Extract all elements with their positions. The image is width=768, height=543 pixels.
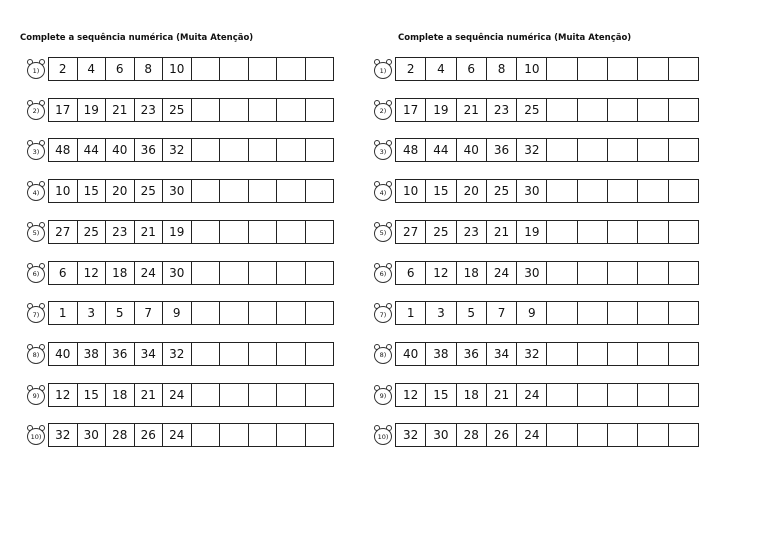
answer-blank-cell[interactable] bbox=[306, 221, 334, 243]
answer-blank-cell[interactable] bbox=[547, 384, 577, 406]
answer-blank-cell[interactable] bbox=[638, 384, 668, 406]
sequence-boxes bbox=[48, 98, 334, 122]
alarm-clock-icon bbox=[373, 140, 393, 160]
sequence-row bbox=[373, 341, 699, 367]
sequence-row bbox=[26, 382, 334, 408]
sequence-number-label: 5) bbox=[374, 225, 392, 242]
given-number-cell: 7 bbox=[487, 302, 517, 324]
answer-blank-cell[interactable] bbox=[306, 424, 334, 446]
given-number-cell: 30 bbox=[163, 262, 192, 284]
answer-blank-cell[interactable] bbox=[638, 180, 668, 202]
answer-blank-cell[interactable] bbox=[306, 180, 334, 202]
answer-blank-cell[interactable] bbox=[192, 180, 221, 202]
answer-blank-cell[interactable] bbox=[277, 221, 306, 243]
sequence-boxes bbox=[395, 423, 699, 447]
sequence-number-label: 4) bbox=[374, 184, 392, 201]
sequence-row bbox=[373, 178, 699, 204]
alarm-clock-icon bbox=[373, 263, 393, 283]
given-number-cell: 19 bbox=[517, 221, 547, 243]
given-number-cell: 24 bbox=[487, 262, 517, 284]
answer-blank-cell[interactable] bbox=[277, 343, 306, 365]
given-number-cell: 12 bbox=[49, 384, 78, 406]
answer-blank-cell[interactable] bbox=[578, 302, 608, 324]
alarm-clock-icon bbox=[26, 385, 46, 405]
given-number-cell: 15 bbox=[78, 384, 107, 406]
given-number-cell: 19 bbox=[426, 99, 456, 121]
given-number-cell: 25 bbox=[487, 180, 517, 202]
given-number-cell: 1 bbox=[396, 302, 426, 324]
given-number-cell: 15 bbox=[426, 384, 456, 406]
answer-blank-cell[interactable] bbox=[306, 99, 334, 121]
given-number-cell: 24 bbox=[135, 262, 164, 284]
alarm-clock-icon bbox=[373, 59, 393, 79]
answer-blank-cell[interactable] bbox=[249, 58, 278, 80]
given-number-cell: 25 bbox=[426, 221, 456, 243]
given-number-cell: 21 bbox=[135, 384, 164, 406]
answer-blank-cell[interactable] bbox=[608, 262, 638, 284]
answer-blank-cell[interactable] bbox=[638, 221, 668, 243]
answer-blank-cell[interactable] bbox=[638, 262, 668, 284]
answer-blank-cell[interactable] bbox=[608, 221, 638, 243]
given-number-cell: 32 bbox=[396, 424, 426, 446]
sequence-row bbox=[26, 97, 334, 123]
given-number-cell: 34 bbox=[135, 343, 164, 365]
given-number-cell: 28 bbox=[106, 424, 135, 446]
given-number-cell: 25 bbox=[517, 99, 547, 121]
given-number-cell: 19 bbox=[78, 99, 107, 121]
sequence-number-label: 8) bbox=[374, 347, 392, 364]
sequence-number-label: 8) bbox=[27, 347, 45, 364]
answer-blank-cell[interactable] bbox=[192, 343, 221, 365]
answer-blank-cell[interactable] bbox=[578, 139, 608, 161]
given-number-cell: 44 bbox=[426, 139, 456, 161]
answer-blank-cell[interactable] bbox=[277, 384, 306, 406]
answer-blank-cell[interactable] bbox=[608, 424, 638, 446]
answer-blank-cell[interactable] bbox=[277, 302, 306, 324]
sequence-boxes bbox=[395, 261, 699, 285]
given-number-cell: 26 bbox=[487, 424, 517, 446]
sequence-boxes bbox=[48, 138, 334, 162]
answer-blank-cell[interactable] bbox=[192, 99, 221, 121]
answer-blank-cell[interactable] bbox=[277, 58, 306, 80]
given-number-cell: 23 bbox=[487, 99, 517, 121]
sequence-boxes bbox=[395, 383, 699, 407]
given-number-cell: 32 bbox=[49, 424, 78, 446]
given-number-cell: 7 bbox=[135, 302, 164, 324]
answer-blank-cell[interactable] bbox=[578, 262, 608, 284]
given-number-cell: 20 bbox=[457, 180, 487, 202]
answer-blank-cell[interactable] bbox=[547, 58, 577, 80]
answer-blank-cell[interactable] bbox=[669, 99, 698, 121]
answer-blank-cell[interactable] bbox=[669, 424, 698, 446]
answer-blank-cell[interactable] bbox=[277, 180, 306, 202]
given-number-cell: 40 bbox=[49, 343, 78, 365]
given-number-cell: 34 bbox=[487, 343, 517, 365]
sequence-row bbox=[373, 137, 699, 163]
given-number-cell: 10 bbox=[396, 180, 426, 202]
sequence-boxes bbox=[48, 301, 334, 325]
given-number-cell: 21 bbox=[487, 384, 517, 406]
alarm-clock-icon bbox=[26, 59, 46, 79]
given-number-cell: 15 bbox=[78, 180, 107, 202]
answer-blank-cell[interactable] bbox=[220, 99, 249, 121]
given-number-cell: 21 bbox=[106, 99, 135, 121]
sequence-row bbox=[373, 260, 699, 286]
alarm-clock-icon bbox=[373, 425, 393, 445]
sequence-boxes bbox=[395, 57, 699, 81]
given-number-cell: 32 bbox=[163, 343, 192, 365]
answer-blank-cell[interactable] bbox=[220, 424, 249, 446]
alarm-clock-icon bbox=[373, 385, 393, 405]
given-number-cell: 30 bbox=[163, 180, 192, 202]
answer-blank-cell[interactable] bbox=[547, 262, 577, 284]
answer-blank-cell[interactable] bbox=[220, 384, 249, 406]
sequence-boxes bbox=[395, 342, 699, 366]
given-number-cell: 27 bbox=[49, 221, 78, 243]
given-number-cell: 12 bbox=[78, 262, 107, 284]
sequence-number-label: 3) bbox=[27, 143, 45, 160]
answer-blank-cell[interactable] bbox=[638, 302, 668, 324]
answer-blank-cell[interactable] bbox=[277, 262, 306, 284]
given-number-cell: 24 bbox=[163, 384, 192, 406]
sequence-row bbox=[26, 56, 334, 82]
answer-blank-cell[interactable] bbox=[306, 343, 334, 365]
answer-blank-cell[interactable] bbox=[638, 99, 668, 121]
answer-blank-cell[interactable] bbox=[547, 302, 577, 324]
given-number-cell: 18 bbox=[106, 384, 135, 406]
given-number-cell: 15 bbox=[426, 180, 456, 202]
answer-blank-cell[interactable] bbox=[669, 58, 698, 80]
answer-blank-cell[interactable] bbox=[192, 221, 221, 243]
given-number-cell: 17 bbox=[396, 99, 426, 121]
sequence-row bbox=[373, 219, 699, 245]
sequence-row bbox=[373, 56, 699, 82]
alarm-clock-icon bbox=[373, 344, 393, 364]
given-number-cell: 36 bbox=[487, 139, 517, 161]
alarm-clock-icon bbox=[26, 181, 46, 201]
answer-blank-cell[interactable] bbox=[669, 180, 698, 202]
answer-blank-cell[interactable] bbox=[669, 384, 698, 406]
sequence-boxes bbox=[48, 423, 334, 447]
sequence-boxes bbox=[48, 220, 334, 244]
sequence-row bbox=[26, 422, 334, 448]
answer-blank-cell[interactable] bbox=[578, 384, 608, 406]
answer-blank-cell[interactable] bbox=[220, 180, 249, 202]
given-number-cell: 6 bbox=[396, 262, 426, 284]
given-number-cell: 32 bbox=[517, 139, 547, 161]
answer-blank-cell[interactable] bbox=[608, 384, 638, 406]
answer-blank-cell[interactable] bbox=[638, 343, 668, 365]
alarm-clock-icon bbox=[26, 344, 46, 364]
alarm-clock-icon bbox=[26, 425, 46, 445]
answer-blank-cell[interactable] bbox=[608, 302, 638, 324]
given-number-cell: 26 bbox=[135, 424, 164, 446]
sequence-boxes bbox=[48, 261, 334, 285]
answer-blank-cell[interactable] bbox=[192, 262, 221, 284]
answer-blank-cell[interactable] bbox=[249, 180, 278, 202]
given-number-cell: 5 bbox=[457, 302, 487, 324]
given-number-cell: 25 bbox=[78, 221, 107, 243]
sequence-number-label: 10) bbox=[374, 428, 392, 445]
sequence-row bbox=[26, 137, 334, 163]
answer-blank-cell[interactable] bbox=[306, 58, 334, 80]
sequence-number-label: 2) bbox=[374, 103, 392, 120]
given-number-cell: 23 bbox=[135, 99, 164, 121]
sequence-boxes bbox=[395, 220, 699, 244]
sequence-row bbox=[26, 300, 334, 326]
given-number-cell: 40 bbox=[457, 139, 487, 161]
given-number-cell: 21 bbox=[135, 221, 164, 243]
given-number-cell: 24 bbox=[517, 424, 547, 446]
answer-blank-cell[interactable] bbox=[306, 302, 334, 324]
answer-blank-cell[interactable] bbox=[220, 58, 249, 80]
answer-blank-cell[interactable] bbox=[249, 343, 278, 365]
sequence-row bbox=[26, 260, 334, 286]
answer-blank-cell[interactable] bbox=[249, 139, 278, 161]
answer-blank-cell[interactable] bbox=[547, 221, 577, 243]
given-number-cell: 36 bbox=[135, 139, 164, 161]
given-number-cell: 36 bbox=[106, 343, 135, 365]
answer-blank-cell[interactable] bbox=[220, 221, 249, 243]
given-number-cell: 27 bbox=[396, 221, 426, 243]
given-number-cell: 6 bbox=[49, 262, 78, 284]
answer-blank-cell[interactable] bbox=[249, 99, 278, 121]
sequence-boxes bbox=[395, 138, 699, 162]
given-number-cell: 9 bbox=[163, 302, 192, 324]
sequence-number-label: 7) bbox=[374, 306, 392, 323]
answer-blank-cell[interactable] bbox=[192, 58, 221, 80]
answer-blank-cell[interactable] bbox=[249, 262, 278, 284]
sequence-boxes bbox=[48, 179, 334, 203]
alarm-clock-icon bbox=[26, 140, 46, 160]
given-number-cell: 10 bbox=[517, 58, 547, 80]
worksheet-title: Complete a sequência numérica (Muita Atenção) bbox=[398, 33, 632, 43]
answer-blank-cell[interactable] bbox=[608, 58, 638, 80]
answer-blank-cell[interactable] bbox=[277, 139, 306, 161]
sequence-row bbox=[26, 219, 334, 245]
given-number-cell: 12 bbox=[426, 262, 456, 284]
sequence-boxes bbox=[395, 98, 699, 122]
answer-blank-cell[interactable] bbox=[249, 221, 278, 243]
answer-blank-cell[interactable] bbox=[669, 262, 698, 284]
sequence-number-label: 5) bbox=[27, 225, 45, 242]
sequence-row bbox=[26, 341, 334, 367]
answer-blank-cell[interactable] bbox=[306, 139, 334, 161]
given-number-cell: 40 bbox=[396, 343, 426, 365]
given-number-cell: 3 bbox=[78, 302, 107, 324]
sequence-row bbox=[373, 382, 699, 408]
given-number-cell: 21 bbox=[487, 221, 517, 243]
sequence-number-label: 9) bbox=[374, 388, 392, 405]
answer-blank-cell[interactable] bbox=[547, 343, 577, 365]
answer-blank-cell[interactable] bbox=[638, 58, 668, 80]
given-number-cell: 23 bbox=[106, 221, 135, 243]
sequence-number-label: 9) bbox=[27, 388, 45, 405]
answer-blank-cell[interactable] bbox=[608, 139, 638, 161]
answer-blank-cell[interactable] bbox=[249, 384, 278, 406]
alarm-clock-icon bbox=[373, 303, 393, 323]
sequence-number-label: 1) bbox=[374, 62, 392, 79]
answer-blank-cell[interactable] bbox=[669, 343, 698, 365]
alarm-clock-icon bbox=[373, 181, 393, 201]
given-number-cell: 9 bbox=[517, 302, 547, 324]
answer-blank-cell[interactable] bbox=[578, 99, 608, 121]
answer-blank-cell[interactable] bbox=[608, 343, 638, 365]
given-number-cell: 23 bbox=[457, 221, 487, 243]
sequence-boxes bbox=[395, 301, 699, 325]
answer-blank-cell[interactable] bbox=[192, 302, 221, 324]
sequence-boxes bbox=[48, 342, 334, 366]
answer-blank-cell[interactable] bbox=[220, 262, 249, 284]
given-number-cell: 28 bbox=[457, 424, 487, 446]
given-number-cell: 30 bbox=[517, 180, 547, 202]
alarm-clock-icon bbox=[26, 263, 46, 283]
given-number-cell: 30 bbox=[426, 424, 456, 446]
given-number-cell: 17 bbox=[49, 99, 78, 121]
given-number-cell: 5 bbox=[106, 302, 135, 324]
given-number-cell: 2 bbox=[396, 58, 426, 80]
given-number-cell: 24 bbox=[163, 424, 192, 446]
sequence-boxes bbox=[48, 57, 334, 81]
sequence-number-label: 10) bbox=[27, 428, 45, 445]
given-number-cell: 8 bbox=[135, 58, 164, 80]
answer-blank-cell[interactable] bbox=[306, 262, 334, 284]
given-number-cell: 10 bbox=[49, 180, 78, 202]
given-number-cell: 6 bbox=[106, 58, 135, 80]
answer-blank-cell[interactable] bbox=[192, 139, 221, 161]
alarm-clock-icon bbox=[26, 100, 46, 120]
given-number-cell: 32 bbox=[517, 343, 547, 365]
given-number-cell: 4 bbox=[78, 58, 107, 80]
sequence-number-label: 6) bbox=[27, 266, 45, 283]
given-number-cell: 20 bbox=[106, 180, 135, 202]
answer-blank-cell[interactable] bbox=[547, 99, 577, 121]
given-number-cell: 44 bbox=[78, 139, 107, 161]
given-number-cell: 10 bbox=[163, 58, 192, 80]
sequence-row bbox=[373, 422, 699, 448]
given-number-cell: 24 bbox=[517, 384, 547, 406]
given-number-cell: 38 bbox=[78, 343, 107, 365]
alarm-clock-icon bbox=[26, 303, 46, 323]
given-number-cell: 1 bbox=[49, 302, 78, 324]
sequence-row bbox=[26, 178, 334, 204]
given-number-cell: 48 bbox=[396, 139, 426, 161]
given-number-cell: 18 bbox=[457, 384, 487, 406]
answer-blank-cell[interactable] bbox=[192, 384, 221, 406]
sequence-boxes bbox=[48, 383, 334, 407]
answer-blank-cell[interactable] bbox=[669, 302, 698, 324]
answer-blank-cell[interactable] bbox=[547, 424, 577, 446]
answer-blank-cell[interactable] bbox=[249, 302, 278, 324]
answer-blank-cell[interactable] bbox=[638, 424, 668, 446]
worksheet-title: Complete a sequência numérica (Muita Atenção) bbox=[20, 33, 254, 43]
alarm-clock-icon bbox=[26, 222, 46, 242]
answer-blank-cell[interactable] bbox=[220, 139, 249, 161]
answer-blank-cell[interactable] bbox=[277, 424, 306, 446]
answer-blank-cell[interactable] bbox=[277, 99, 306, 121]
answer-blank-cell[interactable] bbox=[220, 343, 249, 365]
given-number-cell: 36 bbox=[457, 343, 487, 365]
answer-blank-cell[interactable] bbox=[547, 139, 577, 161]
alarm-clock-icon bbox=[373, 222, 393, 242]
given-number-cell: 30 bbox=[517, 262, 547, 284]
answer-blank-cell[interactable] bbox=[306, 384, 334, 406]
sequence-number-label: 7) bbox=[27, 306, 45, 323]
sequence-row bbox=[373, 97, 699, 123]
answer-blank-cell[interactable] bbox=[578, 58, 608, 80]
answer-blank-cell[interactable] bbox=[578, 180, 608, 202]
given-number-cell: 19 bbox=[163, 221, 192, 243]
given-number-cell: 8 bbox=[487, 58, 517, 80]
answer-blank-cell[interactable] bbox=[608, 180, 638, 202]
sequence-number-label: 6) bbox=[374, 266, 392, 283]
sequence-number-label: 2) bbox=[27, 103, 45, 120]
given-number-cell: 6 bbox=[457, 58, 487, 80]
given-number-cell: 3 bbox=[426, 302, 456, 324]
alarm-clock-icon bbox=[373, 100, 393, 120]
given-number-cell: 32 bbox=[163, 139, 192, 161]
sequence-number-label: 4) bbox=[27, 184, 45, 201]
given-number-cell: 48 bbox=[49, 139, 78, 161]
answer-blank-cell[interactable] bbox=[638, 139, 668, 161]
given-number-cell: 12 bbox=[396, 384, 426, 406]
answer-blank-cell[interactable] bbox=[547, 180, 577, 202]
given-number-cell: 25 bbox=[163, 99, 192, 121]
given-number-cell: 4 bbox=[426, 58, 456, 80]
given-number-cell: 18 bbox=[106, 262, 135, 284]
given-number-cell: 30 bbox=[78, 424, 107, 446]
given-number-cell: 21 bbox=[457, 99, 487, 121]
answer-blank-cell[interactable] bbox=[578, 221, 608, 243]
answer-blank-cell[interactable] bbox=[578, 424, 608, 446]
sequence-number-label: 3) bbox=[374, 143, 392, 160]
answer-blank-cell[interactable] bbox=[669, 139, 698, 161]
sequence-boxes bbox=[395, 179, 699, 203]
sequence-number-label: 1) bbox=[27, 62, 45, 79]
given-number-cell: 18 bbox=[457, 262, 487, 284]
answer-blank-cell[interactable] bbox=[220, 302, 249, 324]
answer-blank-cell[interactable] bbox=[669, 221, 698, 243]
answer-blank-cell[interactable] bbox=[249, 424, 278, 446]
given-number-cell: 25 bbox=[135, 180, 164, 202]
given-number-cell: 38 bbox=[426, 343, 456, 365]
answer-blank-cell[interactable] bbox=[608, 99, 638, 121]
sequence-row bbox=[373, 300, 699, 326]
given-number-cell: 40 bbox=[106, 139, 135, 161]
given-number-cell: 2 bbox=[49, 58, 78, 80]
answer-blank-cell[interactable] bbox=[578, 343, 608, 365]
answer-blank-cell[interactable] bbox=[192, 424, 221, 446]
